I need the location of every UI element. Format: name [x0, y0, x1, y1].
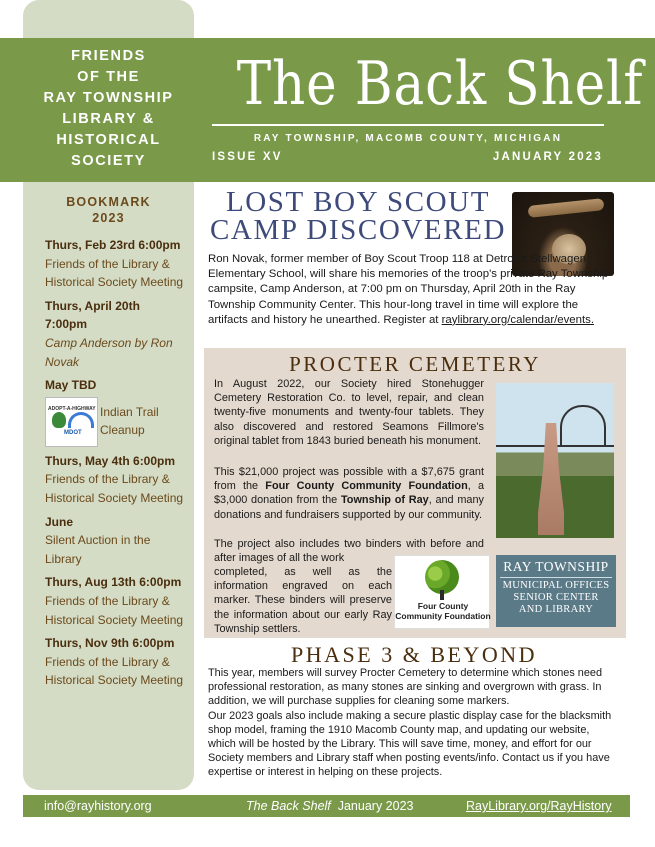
- lost-camp-text: Ron Novak, former member of Boy Scout Troop 118 at Detroit's Stellwagen Elementary School, will share his memories of the troop's private Ray Township campsite, Camp Anderson, at 7:00 pm on Thursday, April 20th in the Ray Township Community Center. This hour-long travel in time will explore the artifacts and history he unearthed. Register at: [208, 253, 609, 326]
- procter-p2-text: This $21,000 project was possible with a $7,675 grant from the: [214, 466, 484, 493]
- foundation-logo: [394, 555, 490, 629]
- issue-date: JANUARY 2023: [492, 151, 603, 163]
- event-list: [45, 236, 185, 695]
- event-when: May TBD: [45, 378, 97, 393]
- procter-paragraph-1: In August 2022, our Society hired Stonehugger Cemetery Restoration Co. to level, repair, and clean twenty-five monuments and twenty-four tablets. They also discovered and restored Seamons Fillmore's original tablet from 1843 buried beneath his monument.: [214, 378, 484, 447]
- adopt-a-highway: [45, 397, 185, 447]
- event-item: [45, 452, 185, 508]
- event-item: [45, 573, 185, 629]
- event-when: Thurs, Feb 23rd 6:00pm: [45, 238, 181, 252]
- phase-heading: PHASE 3 & BEYOND: [291, 642, 537, 667]
- event-item: [45, 513, 185, 569]
- arch-shape: [560, 405, 606, 445]
- cemetery-photo: [496, 383, 614, 538]
- phase-body: This year, members will survey Procter Cemetery to determine which stones need professional restoration, as many stones are sinking and overgrown with grass. In addition, we will purchase supplies for cleaning some markers. Our 2023 goals also include making a secure plastic display case for the blacksmith shop model, framing the 1910 Macomb County map, and updating our website, which will be hosted by the Library. This will save time, money, and effort for our Society members and Library staff when posting events/info. Contact us if you have expertise or interest in helping on these projects.: [208, 667, 612, 779]
- footer-date: January 2023: [337, 799, 414, 813]
- procter-p2-text: , a $3,000 donation from the: [214, 480, 484, 507]
- event-what: Friends of the Library & Historical Society Meeting: [45, 472, 184, 505]
- event-when: Thurs, May 4th 6:00pm: [45, 453, 176, 468]
- event-when: Thurs, April 20th 7:00pm: [45, 298, 140, 332]
- adopt-text: Indian Trail Cleanup: [100, 404, 159, 438]
- event-what: Camp Anderson by Ron Novak: [45, 335, 173, 369]
- event-what: Silent Auction in the Library: [45, 533, 151, 566]
- ray-township-body: MUNICIPAL OFFICES SENIOR CENTER AND LIBRARY: [502, 580, 610, 616]
- footer-title-text: The Back Shelf: [246, 799, 331, 813]
- event-what: Friends of the Library & Historical Society Meeting: [45, 256, 184, 290]
- event-what: Friends of the Library & Historical Society Meeting: [45, 654, 184, 688]
- event-when: Thurs, Aug 13th 6:00pm: [45, 575, 182, 590]
- bookmark-title: [23, 194, 194, 226]
- procter-p2-township: Township of Ray: [340, 494, 429, 507]
- adopt-logo-bottom: MDOT: [64, 430, 82, 437]
- adopt-a-highway-logo: [45, 397, 98, 447]
- footer-email[interactable]: info@rayhistory.org: [44, 799, 152, 813]
- bookmark-title-line2: 2023: [92, 211, 125, 225]
- register-link[interactable]: raylibrary.org/calendar/events.: [441, 313, 595, 326]
- org-name: FRIENDS OF THE RAY TOWNSHIP LIBRARY & HISTORICAL SOCIETY: [43, 48, 174, 169]
- event-when: Thurs, Nov 9th 6:00pm: [45, 636, 175, 651]
- issue-number: ISSUE XV: [212, 151, 283, 163]
- procter-p2-foundation: Four County Community Foundation: [265, 480, 468, 493]
- procter-p2-text: , and many donations and fundraisers supported by our community.: [214, 494, 484, 521]
- event-item: [45, 236, 185, 292]
- footer-title: [246, 799, 413, 813]
- adopt-logo-top: ADOPT-A-HIGHWAY: [48, 405, 96, 412]
- procter-paragraph-2: [214, 465, 484, 522]
- foundation-logo-text: Four County Community Foundation: [395, 601, 491, 621]
- ray-township-title: RAY TOWNSHIP: [500, 555, 612, 578]
- tree-icon: [425, 560, 459, 594]
- event-item: [45, 297, 185, 371]
- ray-township-box: [496, 555, 616, 627]
- tree-trunk: [440, 590, 444, 600]
- event-when: June: [45, 514, 74, 529]
- lost-camp-body: [208, 252, 620, 328]
- bookmark-title-line1: BOOKMARK: [66, 195, 151, 209]
- lost-camp-heading: LOST BOY SCOUT CAMP DISCOVERED: [209, 186, 507, 246]
- masthead-title: The Back Shelf: [236, 49, 644, 119]
- masthead-rule: [212, 124, 604, 126]
- event-item: [45, 376, 185, 447]
- event-item: [45, 634, 185, 690]
- procter-paragraph-3: The project also includes two binders with before and after images of all the work: [214, 538, 484, 565]
- artifact-stick: [528, 198, 605, 218]
- procter-heading: PROCTER CEMETERY: [289, 352, 541, 376]
- procter-paragraph-3-cont: completed, as well as the information engraved on each marker. These binders will preserve the information about our early Ray Township settlers.: [214, 566, 392, 635]
- footer-link[interactable]: RayLibrary.org/RayHistory: [466, 799, 612, 813]
- event-what: Friends of the Library & Historical Society Meeting: [45, 593, 184, 627]
- masthead-location: RAY TOWNSHIP, MACOMB COUNTY, MICHIGAN: [253, 133, 563, 144]
